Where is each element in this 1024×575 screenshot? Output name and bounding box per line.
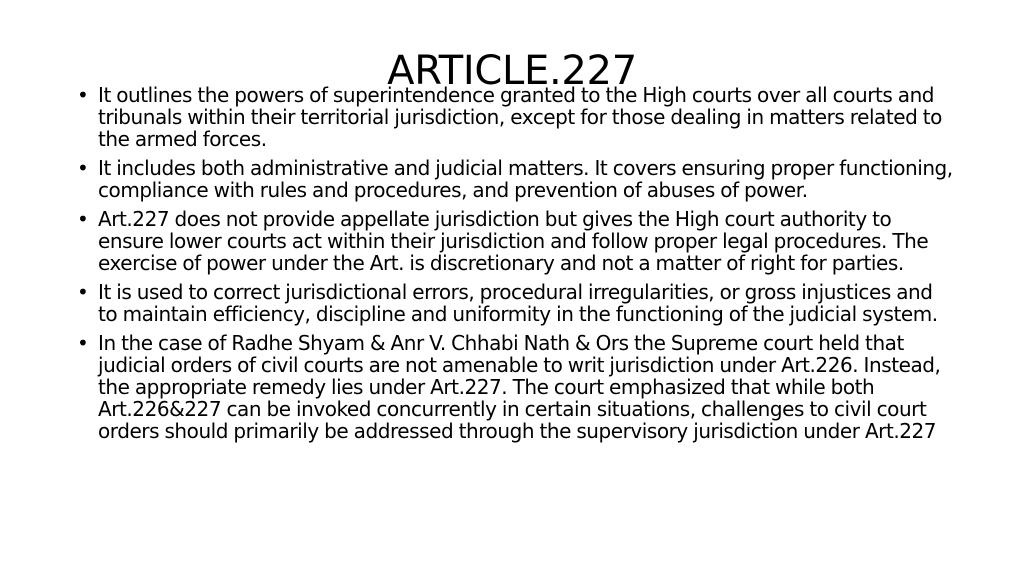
bullet-dot-icon: • — [77, 207, 89, 231]
bullet-item — [76, 157, 956, 201]
bullet-list — [76, 84, 956, 449]
bullet-text: Art.227 does not provide appellate jurisdiction but gives the High court authority to ensure lower courts act within their jurisdiction and follow proper legal procedures. The exercise of power under the Art. is discretionary and not a matter of right for parties. — [98, 207, 929, 275]
bullet-text: It includes both administrative and judicial matters. It covers ensuring proper functioning, compliance with rules and procedures, and prevention of abuses of power. — [98, 156, 953, 202]
bullet-item — [76, 84, 956, 150]
bullet-text: It outlines the powers of superintendence granted to the High courts over all courts and tribunals within their territorial jurisdiction, except for those dealing in matters related to the armed forces. — [98, 83, 942, 151]
slide-title: ARTICLE.227 — [387, 47, 637, 94]
bullet-item — [76, 281, 956, 325]
bullet-dot-icon: • — [77, 156, 89, 180]
bullet-dot-icon: • — [77, 331, 89, 355]
bullet-item — [76, 332, 956, 442]
bullet-dot-icon: • — [77, 280, 89, 304]
bullet-text: It is used to correct jurisdictional errors, procedural irregularities, or gross injustices and to maintain efficiency, discipline and uniformity in the functioning of the judicial system. — [98, 280, 938, 326]
bullet-item — [76, 208, 956, 274]
bullet-text: In the case of Radhe Shyam & Anr V. Chhabi Nath & Ors the Supreme court held that judicial orders of civil courts are not amenable to writ jurisdiction under Art.226. Instead, the appropriate remedy lies under Art.227. The court emphasized that while both Art.226&227 can be invoked concurrently in certain situations, challenges to civil court orders should primarily be addressed through the supervisory jurisdiction under Art.227 — [98, 331, 941, 443]
bullet-dot-icon: • — [77, 83, 89, 107]
